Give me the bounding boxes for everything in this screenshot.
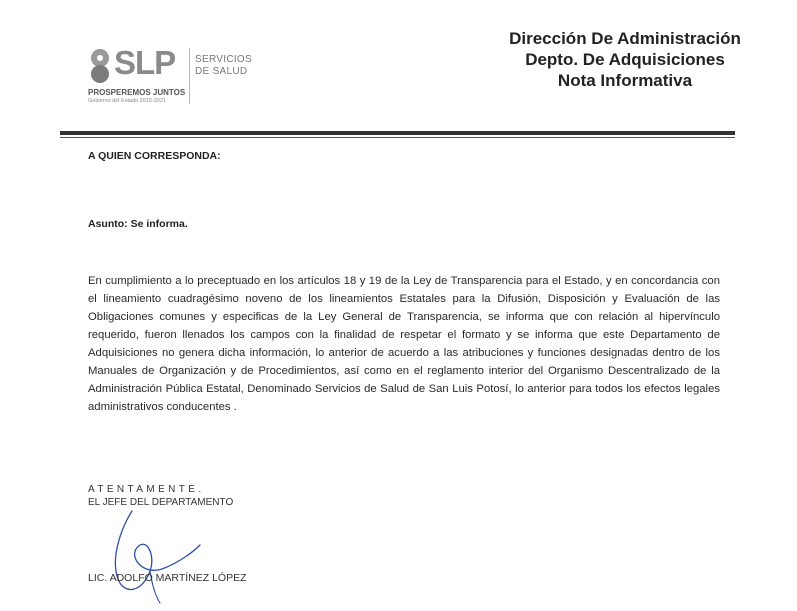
organization-logo [86, 46, 256, 108]
letter-subject: Asunto: Se informa. [88, 218, 188, 230]
logo-government: Gobierno del Estado 2015-2021 [88, 98, 166, 104]
letter-body: En cumplimiento a lo preceptuado en los artículos 18 y 19 de la Ley de Transparencia para el Estado, y en concordancia con el lineamiento cuadragésimo noveno de los lineamientos Estatales para la Difusión, Disposición y Evaluación de las Obligaciones comunes y especificas de la Ley General de Transparencia, se informa que con relación al hipervínculo requerido, fueron llenados los campos con la finalidad de respetar el formato y se informa que este Departamento de Adquisiciones no genera dicha información, lo anterior de acuerdo a las atribuciones y funciones designadas dentro de los Manuales de Organización y de Procedimientos, así como en el reglamento interior del Organismo Descentralizado de la Administración Pública Estatal, Denominado Servicios de Salud de San Luis Potosí, lo anterior para todos los efectos legales administrativos conducentes . [88, 275, 720, 413]
logo-brand: SLP [114, 44, 176, 81]
logo-department-line1: SERVICIOS [195, 54, 252, 65]
logo-department [195, 54, 252, 78]
header-rule-thick [60, 131, 735, 135]
logo-divider [189, 48, 190, 104]
document-header [470, 28, 780, 91]
signer-name: LIC. ADOLFO MARTÍNEZ LÓPEZ [88, 572, 247, 584]
header-line3: Nota Informativa [557, 71, 693, 90]
logo-motto: PROSPEREMOS JUNTOS [88, 88, 186, 97]
letter-addressee: A QUIEN CORRESPONDA: [88, 150, 221, 162]
logo-department-line2: DE SALUD [195, 66, 248, 77]
handwritten-signature [100, 505, 210, 605]
header-line1: Dirección De Administración [509, 29, 741, 48]
closing-salutation: ATENTAMENTE. [88, 484, 205, 495]
closing-role: EL JEFE DEL DEPARTAMENTO [88, 497, 234, 508]
header-rule-thin [60, 137, 735, 138]
header-line2: Depto. De Adquisiciones [525, 50, 725, 69]
